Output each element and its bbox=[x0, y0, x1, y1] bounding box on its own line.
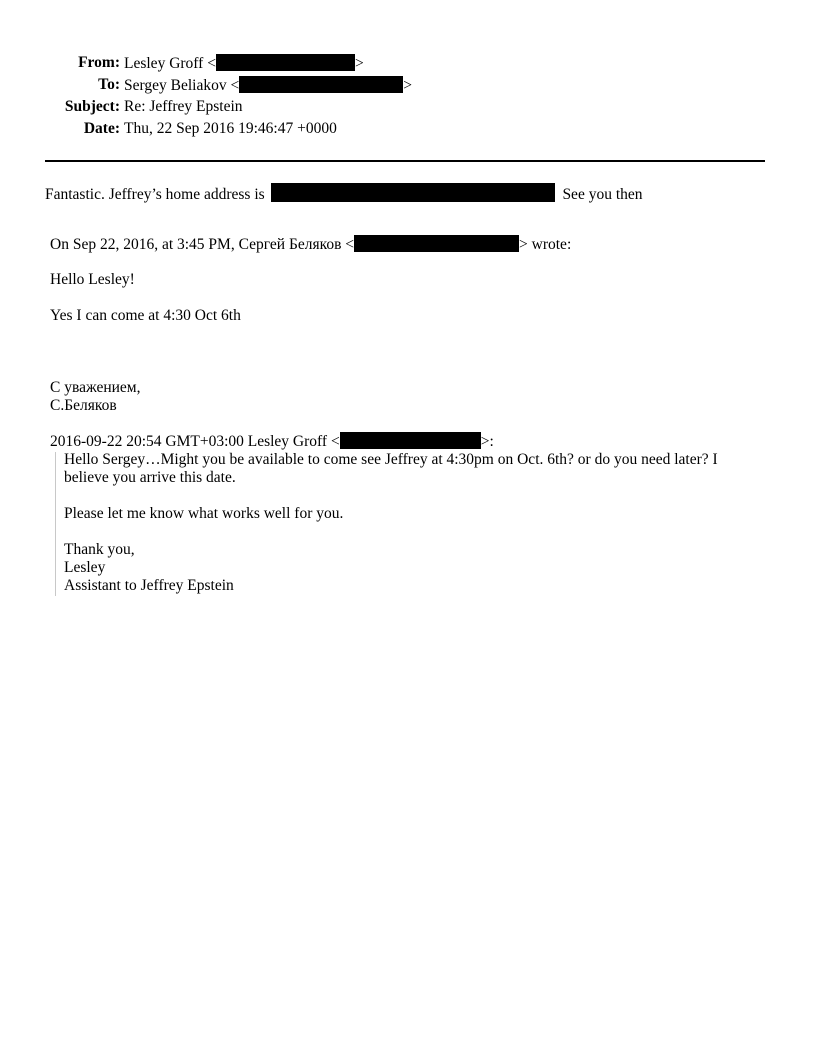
from-name: Lesley Groff < bbox=[124, 55, 216, 72]
subject-label: Subject: bbox=[64, 98, 120, 115]
nested-intro-prefix: 2016-09-22 20:54 GMT+03:00 Lesley Groff < bbox=[50, 433, 340, 450]
quote-bar bbox=[55, 452, 56, 596]
header-divider bbox=[45, 160, 765, 162]
body-line-address bbox=[45, 183, 643, 204]
from-value bbox=[124, 54, 364, 73]
quote-intro-prefix: On Sep 22, 2016, at 3:45 PM, Сергей Беляков < bbox=[50, 236, 355, 253]
quote-intro bbox=[50, 235, 571, 254]
redacted-groff-email bbox=[340, 432, 481, 449]
nested-thanks: Thank you, bbox=[64, 541, 135, 558]
date-label: Date: bbox=[83, 120, 120, 137]
address-suffix: See you then bbox=[562, 186, 643, 203]
to-value bbox=[124, 76, 412, 95]
redacted-address bbox=[271, 183, 555, 202]
to-close: > bbox=[403, 77, 412, 94]
subject-value: Re: Jeffrey Epstein bbox=[124, 98, 243, 115]
nested-line-2: believe you arrive this date. bbox=[64, 469, 236, 486]
redacted-from-email bbox=[216, 54, 355, 71]
date-value: Thu, 22 Sep 2016 19:46:47 +0000 bbox=[124, 120, 337, 137]
nested-line-1: Hello Sergey…Might you be available to come see Jeffrey at 4:30pm on Oct. 6th? or do you need later? I bbox=[64, 451, 718, 468]
nested-line-3: Please let me know what works well for you. bbox=[64, 505, 344, 522]
quote-greeting: Hello Lesley! bbox=[50, 271, 135, 288]
nested-title: Assistant to Jeffrey Epstein bbox=[64, 577, 234, 594]
address-prefix: Fantastic. Jeffrey’s home address is bbox=[45, 186, 265, 203]
nested-intro-suffix: >: bbox=[480, 433, 494, 450]
nested-quote-intro bbox=[50, 432, 494, 451]
from-close: > bbox=[354, 55, 364, 72]
redacted-to-email bbox=[239, 76, 403, 93]
signature-line-2: С.Беляков bbox=[50, 397, 117, 414]
to-label: To: bbox=[98, 76, 120, 93]
redacted-sender-email bbox=[354, 235, 519, 252]
quote-intro-suffix: > wrote: bbox=[519, 236, 572, 253]
nested-name: Lesley bbox=[64, 559, 106, 576]
from-label: From: bbox=[78, 54, 120, 71]
to-name: Sergey Beliakov < bbox=[124, 77, 240, 94]
signature-line-1: С уважением, bbox=[50, 379, 141, 396]
quote-reply: Yes I can come at 4:30 Oct 6th bbox=[50, 307, 241, 324]
